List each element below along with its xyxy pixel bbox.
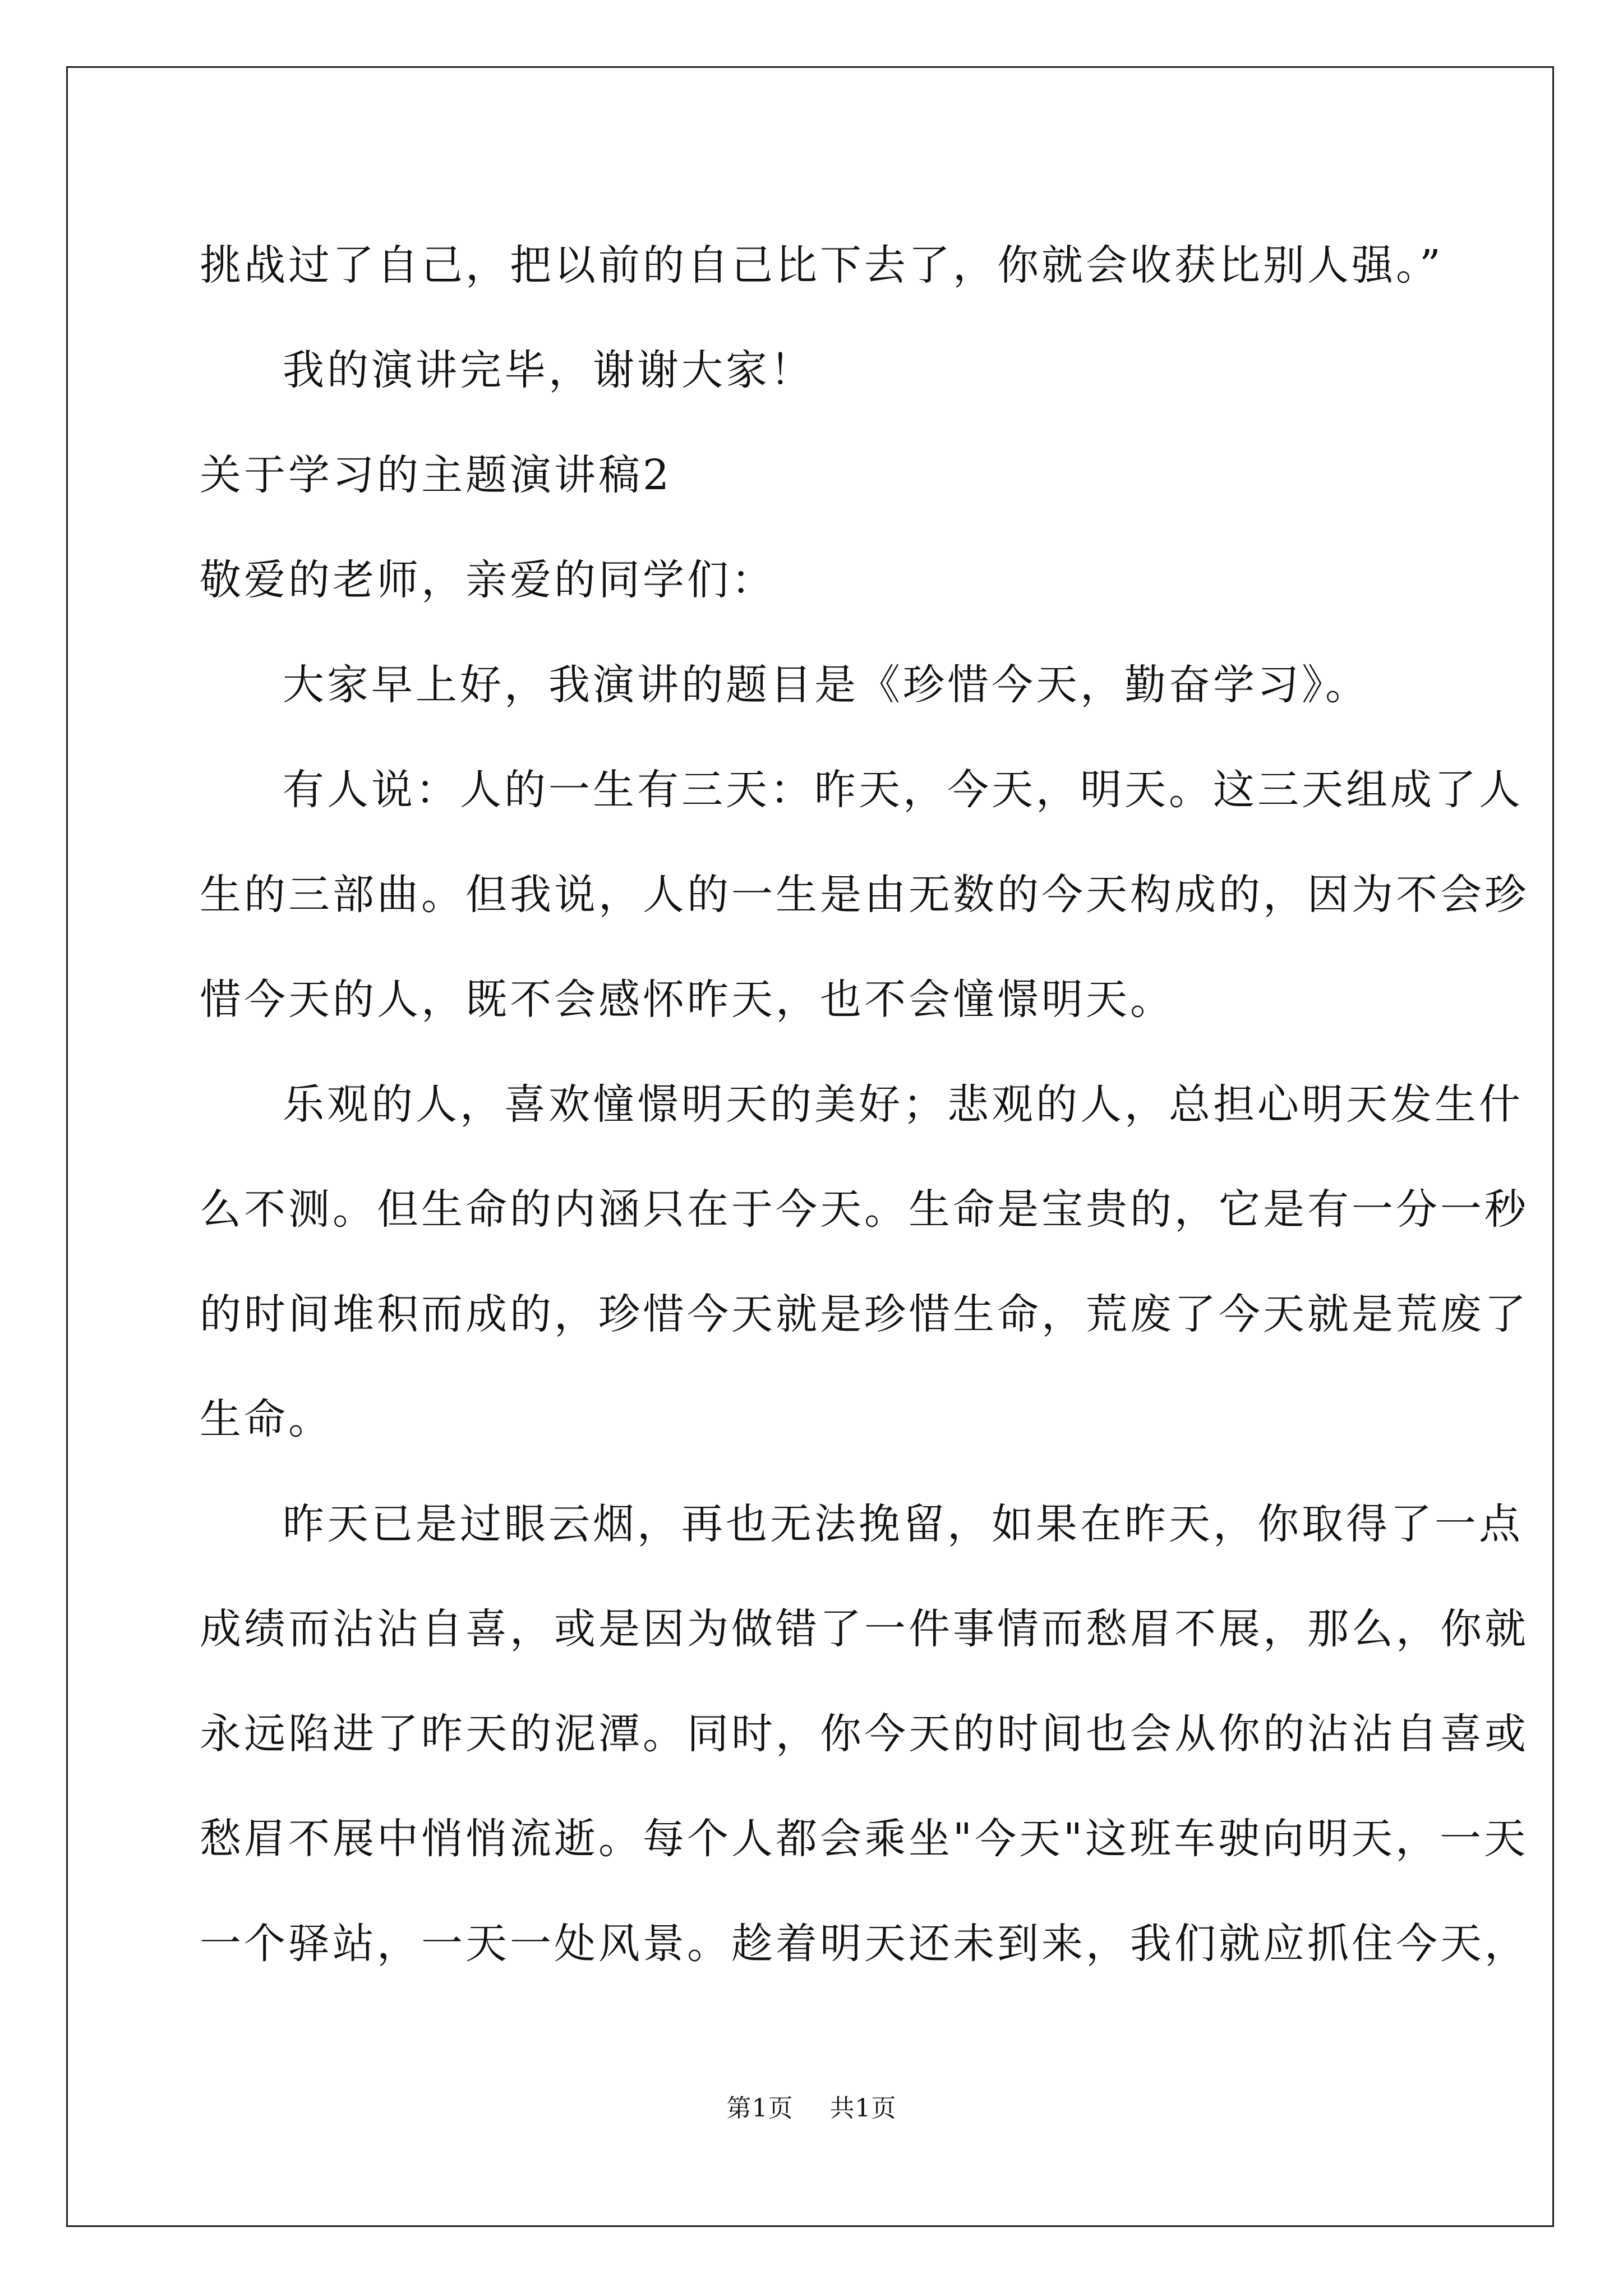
paragraph-line: 生命。 <box>200 1395 333 1443</box>
section-title: 关于学习的主题演讲稿2 <box>200 451 672 499</box>
paragraph-line: 乐观的人，喜欢憧憬明天的美好；悲观的人，总担心明天发生什 <box>283 1080 1523 1129</box>
paragraph-line: 挑战过了自己，把以前的自己比下去了，你就会收获比别人强。” <box>200 241 1444 289</box>
page-number-total: 共1页 <box>829 2094 897 2123</box>
closing-line: 我的演讲完毕，谢谢大家！ <box>283 346 814 394</box>
paragraph-line: 么不测。但生命的内涵只在于今天。生命是宝贵的，它是有一分一秒 <box>200 1185 1529 1234</box>
paragraph-line: 成绩而沾沾自喜，或是因为做错了一件事情而愁眉不展，那么，你就 <box>200 1605 1529 1653</box>
paragraph-line: 愁眉不展中悄悄流逝。每个人都会乘坐"今天"这班车驶向明天，一天 <box>200 1815 1529 1863</box>
paragraph-line: 永远陷进了昨天的泥潭。同时，你今天的时间也会从你的沾沾自喜或 <box>200 1710 1529 1758</box>
paragraph-line: 一个驿站，一天一处风景。趁着明天还未到来，我们就应抓住今天， <box>200 1920 1529 1968</box>
page-footer <box>0 2088 1623 2124</box>
salutation: 敬爱的老师，亲爱的同学们： <box>200 556 776 604</box>
paragraph-line: 惜今天的人，既不会感怀昨天，也不会憧憬明天。 <box>200 976 1174 1024</box>
paragraph-line: 有人说：人的一生有三天：昨天，今天，明天。这三天组成了人 <box>283 766 1523 814</box>
paragraph-line: 昨天已是过眼云烟，再也无法挽留，如果在昨天，你取得了一点 <box>283 1500 1523 1548</box>
document-body <box>200 213 1529 1996</box>
paragraph-line: 的时间堆积而成的，珍惜今天就是珍惜生命，荒废了今天就是荒废了 <box>200 1290 1529 1338</box>
paragraph-line: 生的三部曲。但我说，人的一生是由无数的今天构成的，因为不会珍 <box>200 871 1529 919</box>
paragraph-line: 大家早上好，我演讲的题目是《珍惜今天，勤奋学习》。 <box>283 661 1370 709</box>
page-number-current: 第1页 <box>726 2094 794 2123</box>
